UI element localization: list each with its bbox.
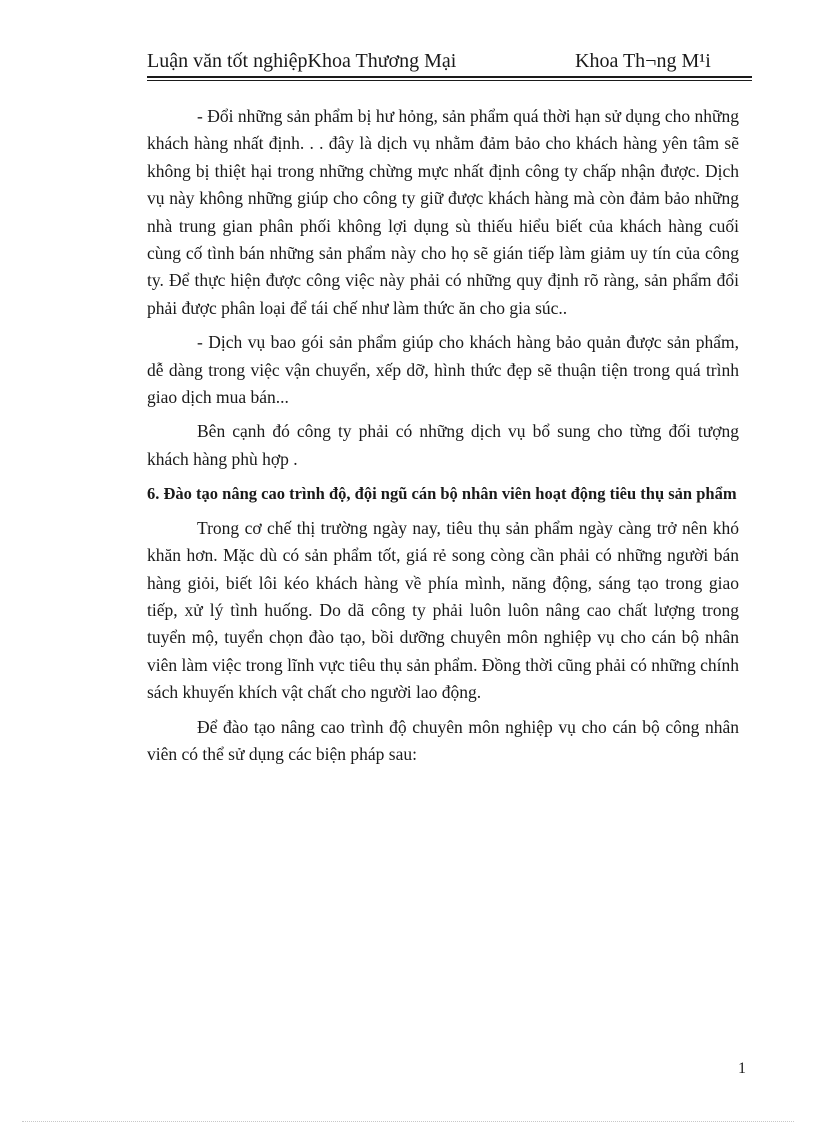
page-bottom-divider bbox=[22, 1121, 794, 1122]
page-number: 1 bbox=[738, 1060, 746, 1077]
paragraph-training-measures: Để đào tạo nâng cao trình độ chuyên môn nghiệp vụ cho cán bộ công nhân viên có thể sử dụng các biện pháp sau: bbox=[147, 716, 739, 764]
header-title-left: Luận văn tốt nghiệpKhoa Thương Mại bbox=[147, 50, 457, 72]
page-header bbox=[147, 48, 752, 76]
document-body bbox=[147, 103, 739, 775]
header-title-right: Khoa Th¬ng M¹i bbox=[575, 50, 711, 72]
paragraph-supplementary-services: Bên cạnh đó công ty phải có những dịch vụ bổ sung cho từng đối tượng khách hàng phù hợp . bbox=[147, 421, 739, 469]
paragraph-product-exchange: - Đổi những sản phẩm bị hư hỏng, sản phẩm quá thời hạn sử dụng cho những khách hàng nhất định. . . đây là dịch vụ nhằm đảm bảo cho khách hàng yên tâm sẽ không bị thiệt hại trong những chừng mực nhất định công ty chấp nhận được. Dịch vụ này không những giúp cho công ty giữ được khách hàng mà còn đảm bảo những nhà trung gian phân phối không lợi dụng sù thiếu hiểu biết của khách hàng cuối cùng cố tình bán những sản phẩm này cho họ sẽ gián tiếp làm giảm uy tín của công ty. Để thực hiện được công việc này phải có những quy định rõ ràng, sản phẩm đổi phải được phân loại để tái chế như làm thức ăn cho gia súc.. bbox=[147, 106, 739, 318]
paragraph-packaging-service: - Dịch vụ bao gói sản phẩm giúp cho khách hàng bảo quản được sản phẩm, dễ dàng trong việc vận chuyển, xếp dỡ, hình thức đẹp sẽ thuận tiện trong quá trình giao dịch mua bán... bbox=[147, 332, 739, 408]
header-rule-thin bbox=[147, 80, 752, 81]
header-rule-thick bbox=[147, 76, 752, 78]
paragraph-market-mechanism: Trong cơ chế thị trường ngày nay, tiêu thụ sản phẩm ngày càng trở nên khó khăn hơn. Mặc dù có sản phẩm tốt, giá rẻ song còng cần phải có những người bán hàng giỏi, biết lôi kéo khách hàng về phía mình, năng động, sáng tạo trong giao tiếp, xử lý tình huống. Do dã công ty phải luôn luôn nâng cao chất lượng trong tuyển mộ, tuyển chọn đào tạo, bồi dưỡng chuyên môn nghiệp vụ cho cán bộ nhân viên làm việc trong lĩnh vực tiêu thụ sản phẩm. Đồng thời cũng phải có những chính sách khuyến khích vật chất cho người lao động. bbox=[147, 517, 739, 703]
section-heading-training: 6. Đào tạo nâng cao trình độ, đội ngũ cán bộ nhân viên hoạt động tiêu thụ sản phẩm bbox=[147, 484, 737, 504]
